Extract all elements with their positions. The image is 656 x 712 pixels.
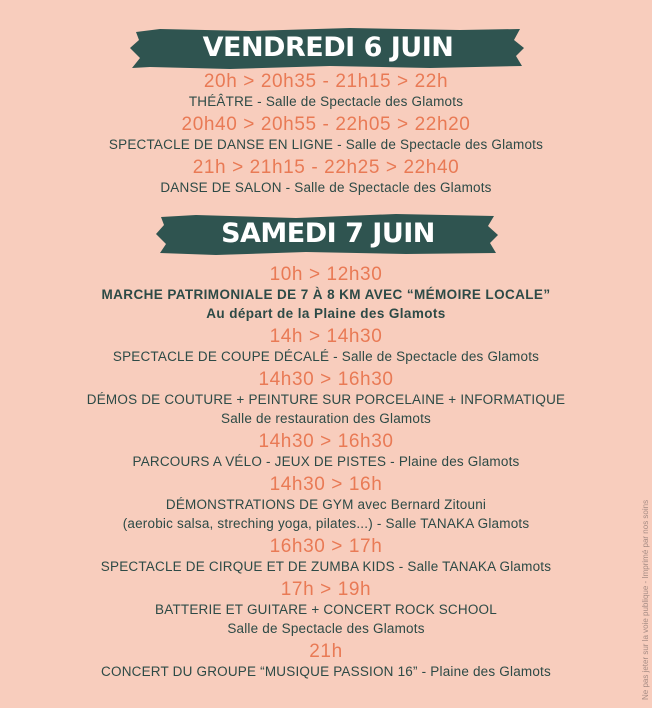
event-item — [0, 432, 652, 471]
event-location: Salle de Spectacle des Glamots — [227, 621, 425, 636]
day-banner-friday — [130, 26, 526, 70]
event-item — [0, 265, 652, 323]
event-item — [0, 158, 652, 197]
event-item — [0, 115, 652, 154]
event-time: 14h > 14h30 — [269, 326, 383, 347]
event-location: Au départ de la Plaine des Glamots — [206, 306, 446, 321]
friday-events — [0, 72, 652, 197]
event-time: 14h30 > 16h30 — [258, 431, 394, 452]
event-item — [0, 537, 652, 576]
event-description: CONCERT DU GROUPE “MUSIQUE PASSION 16” - Plaine des Glamots — [101, 664, 551, 679]
event-description: MARCHE PATRIMONIALE DE 7 À 8 KM AVEC “MÉMOIRE LOCALE” — [101, 287, 551, 302]
event-location: Salle de restauration des Glamots — [221, 411, 431, 426]
event-time: 21h — [309, 641, 343, 662]
legal-note: Ne pas jeter sur la voie publique - Imprimé par nos soins — [641, 499, 650, 700]
event-time: 20h40 > 20h55 - 22h05 > 22h20 — [181, 114, 471, 135]
event-time: 20h > 20h35 - 21h15 > 22h — [203, 71, 449, 92]
event-item — [0, 580, 652, 638]
event-time: 17h > 19h — [280, 579, 372, 600]
day-title: SAMEDI 7 JUIN — [221, 218, 435, 249]
event-item — [0, 370, 652, 428]
event-time: 16h30 > 17h — [269, 536, 383, 557]
event-description: SPECTACLE DE CIRQUE ET DE ZUMBA KIDS - Salle TANAKA Glamots — [100, 559, 552, 574]
event-description: SPECTACLE DE COUPE DÉCALÉ - Salle de Spectacle des Glamots — [112, 349, 540, 364]
day-title: VENDREDI 6 JUIN — [202, 32, 454, 63]
event-item — [0, 475, 652, 533]
event-item — [0, 327, 652, 366]
event-location: (aerobic salsa, streching yoga, pilates...) - Salle TANAKA Glamots — [122, 516, 530, 531]
event-description: DÉMOS DE COUTURE + PEINTURE SUR PORCELAINE + INFORMATIQUE — [86, 392, 566, 407]
event-time: 10h > 12h30 — [269, 264, 383, 285]
event-time: 14h30 > 16h30 — [258, 369, 394, 390]
event-item — [0, 642, 652, 681]
event-description: PARCOURS A VÉLO - JEUX DE PISTES - Plaine des Glamots — [132, 454, 520, 469]
saturday-events — [0, 265, 652, 681]
event-description: THÉÂTRE - Salle de Spectacle des Glamots — [188, 94, 464, 109]
event-time: 14h30 > 16h — [269, 474, 383, 495]
event-description: BATTERIE ET GUITARE + CONCERT ROCK SCHOOL — [155, 602, 497, 617]
day-banner-saturday — [156, 212, 500, 256]
event-time: 21h > 21h15 - 22h25 > 22h40 — [192, 157, 460, 178]
event-description: DANSE DE SALON - Salle de Spectacle des Glamots — [160, 180, 492, 195]
event-description: DÉMONSTRATIONS DE GYM avec Bernard Zitouni — [165, 497, 487, 512]
event-description: SPECTACLE DE DANSE EN LIGNE - Salle de Spectacle des Glamots — [108, 137, 544, 152]
event-item — [0, 72, 652, 111]
